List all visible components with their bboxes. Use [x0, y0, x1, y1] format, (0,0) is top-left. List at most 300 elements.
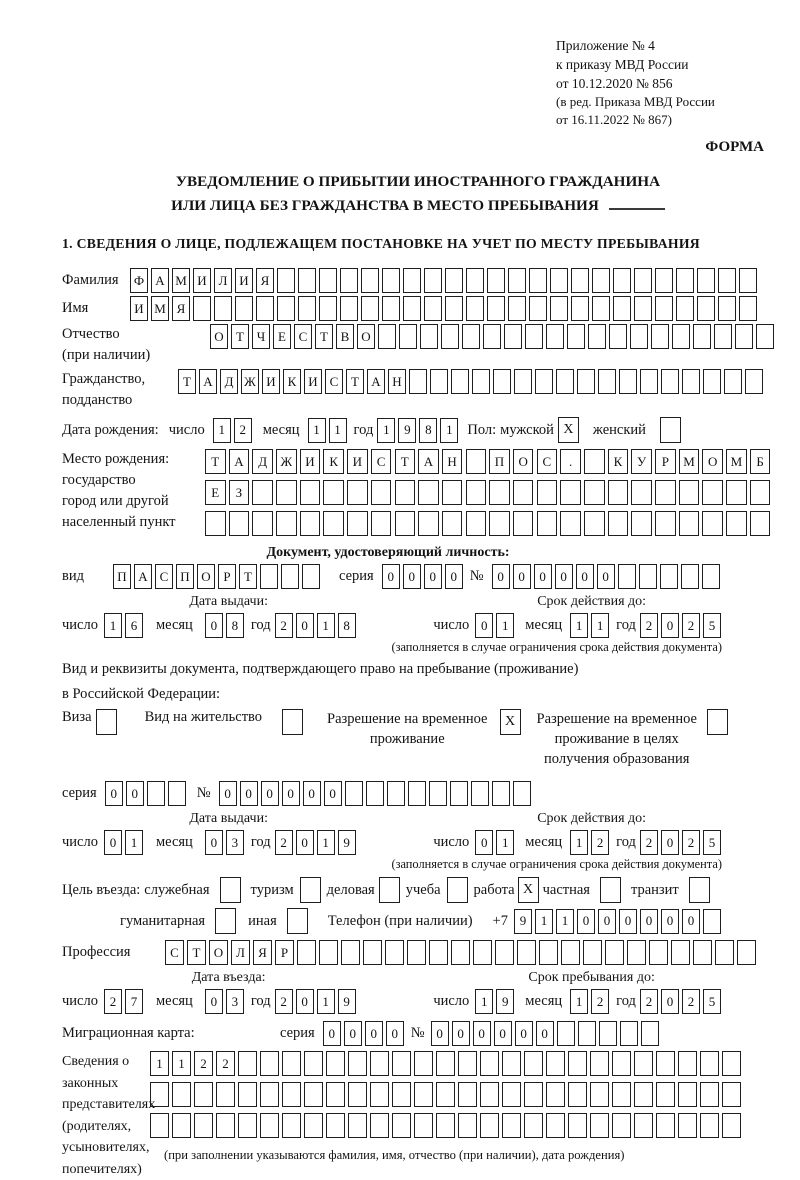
char-cell: [599, 1021, 617, 1046]
purpose-work-checkbox: X: [518, 877, 539, 903]
char-cell: [304, 1051, 323, 1076]
char-cell: [348, 1082, 367, 1107]
char-cell: [634, 1051, 653, 1076]
reference-subline: от 16.11.2022 № 867): [556, 112, 673, 127]
purpose-tourism-checkbox: [300, 877, 321, 903]
char-cell: [722, 1051, 741, 1076]
char-cell: 1: [317, 830, 335, 855]
day-cells: [104, 830, 146, 855]
char-cell: [276, 480, 297, 505]
char-cell: [537, 480, 558, 505]
representatives-note: (при заполнении указываются фамилия, имя, отчество (при наличии), дата рождения): [164, 1148, 625, 1162]
char-cell: [682, 369, 700, 394]
identity-doc-number-cells: [492, 564, 723, 589]
char-cell: 1: [591, 613, 609, 638]
char-cell: 0: [577, 909, 595, 934]
residence-doc-options: [62, 709, 774, 769]
purpose-opt-label: служебная: [144, 881, 210, 898]
char-cell: 0: [640, 909, 658, 934]
char-cell: [429, 781, 447, 806]
char-cell: [613, 296, 631, 321]
patronymic-label-line1: Отчество: [62, 326, 120, 342]
phone-label: Телефон (при наличии): [327, 912, 473, 929]
char-cell: Т: [315, 324, 333, 349]
month-label: месяц: [155, 993, 193, 1009]
char-cell: Т: [346, 369, 364, 394]
char-cell: [655, 296, 673, 321]
char-cell: [403, 268, 421, 293]
year-label: год: [250, 993, 271, 1009]
char-cell: 0: [240, 781, 258, 806]
char-cell: 1: [556, 909, 574, 934]
char-cell: [561, 940, 580, 965]
char-cell: [656, 1051, 675, 1076]
month-cells: [205, 613, 247, 638]
char-cell: [502, 1082, 521, 1107]
char-cell: 8: [419, 418, 437, 443]
birthdate-label: Дата рождения:: [62, 421, 159, 438]
char-cell: [260, 1082, 279, 1107]
reference-line: Приложение № 4: [556, 38, 655, 53]
char-cell: [458, 1051, 477, 1076]
char-cell: [371, 511, 392, 536]
birthplace-label: [62, 449, 205, 533]
valid-heading: Срок действия до:: [537, 811, 647, 826]
purpose-other-checkbox: [287, 908, 308, 934]
temp-residence-checkbox: X: [500, 709, 521, 735]
char-cell: М: [172, 268, 190, 293]
char-cell: 0: [344, 1021, 362, 1046]
representatives-label-line1: Сведения о: [62, 1054, 130, 1069]
char-cell: 7: [125, 989, 143, 1014]
char-cell: [361, 296, 379, 321]
identity-doc-type-cells: [113, 564, 323, 589]
char-cell: [613, 268, 631, 293]
char-cell: 1: [104, 613, 122, 638]
char-cell: [513, 781, 531, 806]
char-cell: [584, 480, 605, 505]
month-cells: [205, 830, 247, 855]
char-cell: 0: [282, 781, 300, 806]
char-cell: 0: [452, 1021, 470, 1046]
char-cell: 2: [640, 989, 658, 1014]
char-cell: [703, 909, 721, 934]
char-cell: [612, 1051, 631, 1076]
char-cell: [504, 324, 522, 349]
char-cell: [524, 1051, 543, 1076]
char-cell: [442, 480, 463, 505]
char-cell: [630, 324, 648, 349]
char-cell: [618, 564, 636, 589]
char-cell: [655, 511, 676, 536]
char-cell: [436, 1113, 455, 1138]
char-cell: [172, 1113, 191, 1138]
char-cell: [714, 324, 732, 349]
char-cell: [671, 940, 690, 965]
char-cell: [194, 1113, 213, 1138]
day-label: число: [62, 617, 98, 633]
char-cell: 8: [226, 613, 244, 638]
char-cell: 0: [296, 989, 314, 1014]
char-cell: П: [489, 449, 510, 474]
char-cell: 0: [661, 909, 679, 934]
char-cell: 0: [296, 613, 314, 638]
char-cell: [229, 511, 250, 536]
birthplace-label-line2: государство: [62, 472, 136, 488]
char-cell: [458, 1113, 477, 1138]
char-cell: 0: [365, 1021, 383, 1046]
phone-cells: [514, 909, 724, 934]
char-cell: 0: [205, 989, 223, 1014]
identity-doc-valid-note: (заполняется в случае ограничения срока действия документа): [391, 640, 722, 654]
char-cell: 0: [597, 564, 615, 589]
char-cell: Ч: [252, 324, 270, 349]
representatives-label: [62, 1051, 156, 1180]
char-cell: [697, 268, 715, 293]
char-cell: [661, 369, 679, 394]
blank-underline: [609, 196, 665, 210]
char-cell: А: [367, 369, 385, 394]
day-label: число: [433, 993, 470, 1009]
purpose-humanitarian-checkbox: [215, 908, 236, 934]
char-cell: 0: [619, 909, 637, 934]
birthdate-month-label: месяц: [262, 421, 300, 438]
char-cell: 2: [275, 830, 293, 855]
char-cell: [718, 268, 736, 293]
purpose-private-checkbox: [600, 877, 621, 903]
char-cell: О: [702, 449, 723, 474]
char-cell: [681, 564, 699, 589]
char-cell: [341, 940, 360, 965]
birthdate-row: [62, 417, 774, 443]
char-cell: [715, 940, 734, 965]
residence-doc-intro1: Вид и реквизиты документа, подтверждающего право на пребывание (проживание): [62, 661, 579, 677]
char-cell: О: [357, 324, 375, 349]
year-cells: [275, 830, 359, 855]
char-cell: [718, 296, 736, 321]
char-cell: [592, 296, 610, 321]
char-cell: 0: [105, 781, 123, 806]
char-cell: [451, 369, 469, 394]
char-cell: [726, 480, 747, 505]
char-cell: [168, 781, 186, 806]
purpose-row1: [62, 877, 774, 903]
char-cell: 1: [570, 830, 588, 855]
char-cell: [260, 564, 278, 589]
char-cell: [560, 480, 581, 505]
migration-card-row: [62, 1021, 774, 1046]
char-cell: [260, 1113, 279, 1138]
char-cell: [634, 1082, 653, 1107]
char-cell: С: [537, 449, 558, 474]
char-cell: [656, 1082, 675, 1107]
char-cell: 1: [329, 418, 347, 443]
issue-heading: Дата выдачи:: [189, 811, 268, 826]
char-cell: [584, 449, 605, 474]
purpose-opt-label: частная: [542, 881, 590, 898]
char-cell: 0: [515, 1021, 533, 1046]
char-cell: [641, 1021, 659, 1046]
char-cell: [678, 1113, 697, 1138]
char-cell: [348, 1113, 367, 1138]
char-cell: [340, 268, 358, 293]
char-cell: И: [193, 268, 211, 293]
char-cell: [537, 511, 558, 536]
surname-row: [62, 268, 774, 293]
char-cell: 1: [172, 1051, 191, 1076]
citizenship-label-line1: Гражданство,: [62, 371, 146, 387]
char-cell: [387, 781, 405, 806]
char-cell: [471, 781, 489, 806]
char-cell: [399, 324, 417, 349]
birthplace-cells-row3: [205, 511, 774, 536]
char-cell: [382, 268, 400, 293]
reference-line: от 10.12.2020 № 856: [556, 76, 673, 91]
char-cell: 9: [496, 989, 514, 1014]
citizenship-label-line2: подданство: [62, 392, 133, 408]
month-cells: [570, 613, 612, 638]
birthplace-cells-row1: [205, 449, 774, 474]
temp-residence-edu-label-line1: Разрешение на временное: [536, 711, 697, 727]
patronymic-cells: [210, 324, 777, 349]
residence-doc-intro2: в Российской Федерации:: [62, 686, 221, 702]
purpose-opt-label: транзит: [630, 881, 679, 898]
char-cell: Я: [172, 296, 190, 321]
char-cell: [326, 1113, 345, 1138]
sex-male-checkbox: X: [558, 417, 579, 443]
char-cell: [462, 324, 480, 349]
char-cell: 0: [431, 1021, 449, 1046]
char-cell: О: [197, 564, 215, 589]
char-cell: И: [300, 449, 321, 474]
reference-subline: (в ред. Приказа МВД России: [556, 94, 715, 109]
char-cell: Ф: [130, 268, 148, 293]
char-cell: [605, 940, 624, 965]
representatives-cells-block: [150, 1051, 744, 1163]
char-cell: [590, 1082, 609, 1107]
char-cell: [750, 511, 771, 536]
char-cell: [560, 511, 581, 536]
char-cell: [620, 1021, 638, 1046]
char-cell: [679, 511, 700, 536]
char-cell: Я: [256, 268, 274, 293]
char-cell: [513, 511, 534, 536]
month-cells: [570, 989, 612, 1014]
char-cell: З: [229, 480, 250, 505]
char-cell: [676, 268, 694, 293]
entry-heading: Дата въезда:: [191, 970, 266, 985]
char-cell: [441, 324, 459, 349]
char-cell: [392, 1113, 411, 1138]
purpose-opt-label: иная: [248, 912, 277, 929]
char-cell: А: [199, 369, 217, 394]
purpose-transit-checkbox: [689, 877, 710, 903]
char-cell: [466, 449, 487, 474]
representatives-cells-row1: [150, 1051, 744, 1076]
char-cell: Д: [252, 449, 273, 474]
representatives-cells-row3: [150, 1113, 744, 1138]
month-cells: [570, 830, 612, 855]
char-cell: [634, 1113, 653, 1138]
char-cell: И: [235, 268, 253, 293]
char-cell: 2: [275, 989, 293, 1014]
char-cell: [302, 564, 320, 589]
char-cell: [216, 1113, 235, 1138]
issue-date-line: [62, 830, 395, 855]
char-cell: А: [418, 449, 439, 474]
migration-card-label: Миграционная карта:: [62, 1025, 195, 1041]
char-cell: К: [283, 369, 301, 394]
temp-residence-edu-checkbox: [707, 709, 728, 735]
char-cell: И: [130, 296, 148, 321]
char-cell: [693, 324, 711, 349]
char-cell: 1: [213, 418, 231, 443]
char-cell: В: [336, 324, 354, 349]
char-cell: 2: [194, 1051, 213, 1076]
char-cell: [147, 781, 165, 806]
char-cell: [656, 1113, 675, 1138]
char-cell: [745, 369, 763, 394]
char-cell: [466, 480, 487, 505]
char-cell: [697, 296, 715, 321]
representatives-cells-row2: [150, 1082, 744, 1107]
char-cell: [508, 268, 526, 293]
char-cell: 1: [308, 418, 326, 443]
residence-permit-checkbox: [282, 709, 303, 735]
char-cell: [546, 1082, 565, 1107]
identity-doc-dates: [62, 594, 774, 638]
birthdate-year-label: год: [353, 421, 374, 438]
char-cell: 1: [440, 418, 458, 443]
char-cell: Е: [273, 324, 291, 349]
char-cell: [323, 511, 344, 536]
representatives-label-line4: (родителях,: [62, 1118, 132, 1134]
char-cell: [409, 369, 427, 394]
residence-doc-series-label: серия: [62, 785, 97, 801]
char-cell: [370, 1082, 389, 1107]
migration-card-number-label: №: [410, 1025, 425, 1041]
char-cell: [300, 511, 321, 536]
char-cell: [408, 781, 426, 806]
char-cell: [370, 1051, 389, 1076]
char-cell: [214, 296, 232, 321]
char-cell: 0: [126, 781, 144, 806]
char-cell: [487, 296, 505, 321]
purpose-opt-label: работа: [473, 881, 515, 898]
form-title: [62, 170, 774, 218]
char-cell: [568, 1113, 587, 1138]
char-cell: Р: [655, 449, 676, 474]
purpose-label: Цель въезда:: [62, 881, 141, 898]
char-cell: 0: [324, 781, 342, 806]
char-cell: [557, 1021, 575, 1046]
char-cell: [277, 296, 295, 321]
char-cell: [445, 268, 463, 293]
char-cell: [588, 324, 606, 349]
char-cell: [361, 268, 379, 293]
char-cell: [598, 369, 616, 394]
char-cell: [631, 480, 652, 505]
day-label: число: [433, 617, 470, 633]
char-cell: А: [229, 449, 250, 474]
char-cell: [340, 296, 358, 321]
char-cell: [702, 511, 723, 536]
patronymic-label-line2: (при наличии): [62, 347, 151, 363]
char-cell: [420, 324, 438, 349]
visa-label: Виза: [62, 709, 92, 725]
char-cell: 0: [219, 781, 237, 806]
char-cell: [450, 781, 468, 806]
char-cell: 2: [216, 1051, 235, 1076]
char-cell: [252, 511, 273, 536]
sex-female-label: женский: [592, 421, 646, 438]
birthplace-cells-row2: [205, 480, 774, 505]
char-cell: 0: [445, 564, 463, 589]
char-cell: 0: [494, 1021, 512, 1046]
identity-doc-number-label: №: [469, 568, 484, 584]
char-cell: [502, 1113, 521, 1138]
char-cell: [414, 1113, 433, 1138]
char-cell: Т: [178, 369, 196, 394]
month-label: месяц: [155, 834, 193, 850]
char-cell: Р: [218, 564, 236, 589]
char-cell: [298, 268, 316, 293]
char-cell: 3: [226, 830, 244, 855]
char-cell: 2: [640, 613, 658, 638]
char-cell: К: [608, 449, 629, 474]
char-cell: 0: [682, 909, 700, 934]
char-cell: М: [679, 449, 700, 474]
char-cell: [568, 1082, 587, 1107]
char-cell: [489, 511, 510, 536]
char-cell: 3: [226, 989, 244, 1014]
char-cell: [363, 940, 382, 965]
char-cell: [529, 296, 547, 321]
char-cell: [612, 1082, 631, 1107]
char-cell: [672, 324, 690, 349]
purpose-opt-label: туризм: [250, 881, 294, 898]
char-cell: М: [726, 449, 747, 474]
migration-card-number-cells: [431, 1021, 662, 1046]
char-cell: 0: [534, 564, 552, 589]
char-cell: [281, 564, 299, 589]
char-cell: [693, 940, 712, 965]
char-cell: Т: [187, 940, 206, 965]
day-cells: [104, 613, 146, 638]
char-cell: [529, 268, 547, 293]
char-cell: [550, 296, 568, 321]
identity-doc-series-label: серия: [339, 568, 374, 584]
month-label: месяц: [525, 834, 563, 850]
char-cell: [550, 268, 568, 293]
stay-until-group: [409, 970, 774, 1014]
migration-card-series-cells: [323, 1021, 407, 1046]
char-cell: [492, 781, 510, 806]
temp-residence-edu-label-line3: получения образования: [544, 751, 690, 767]
purpose-commercial-checkbox: [379, 877, 400, 903]
firstname-cells: [130, 296, 760, 321]
char-cell: [502, 1051, 521, 1076]
char-cell: [590, 1113, 609, 1138]
char-cell: [517, 940, 536, 965]
identity-doc-row: [62, 564, 774, 589]
reference-block: [556, 36, 774, 129]
char-cell: 0: [473, 1021, 491, 1046]
char-cell: 0: [261, 781, 279, 806]
char-cell: 0: [555, 564, 573, 589]
char-cell: 2: [682, 989, 700, 1014]
char-cell: [238, 1051, 257, 1076]
